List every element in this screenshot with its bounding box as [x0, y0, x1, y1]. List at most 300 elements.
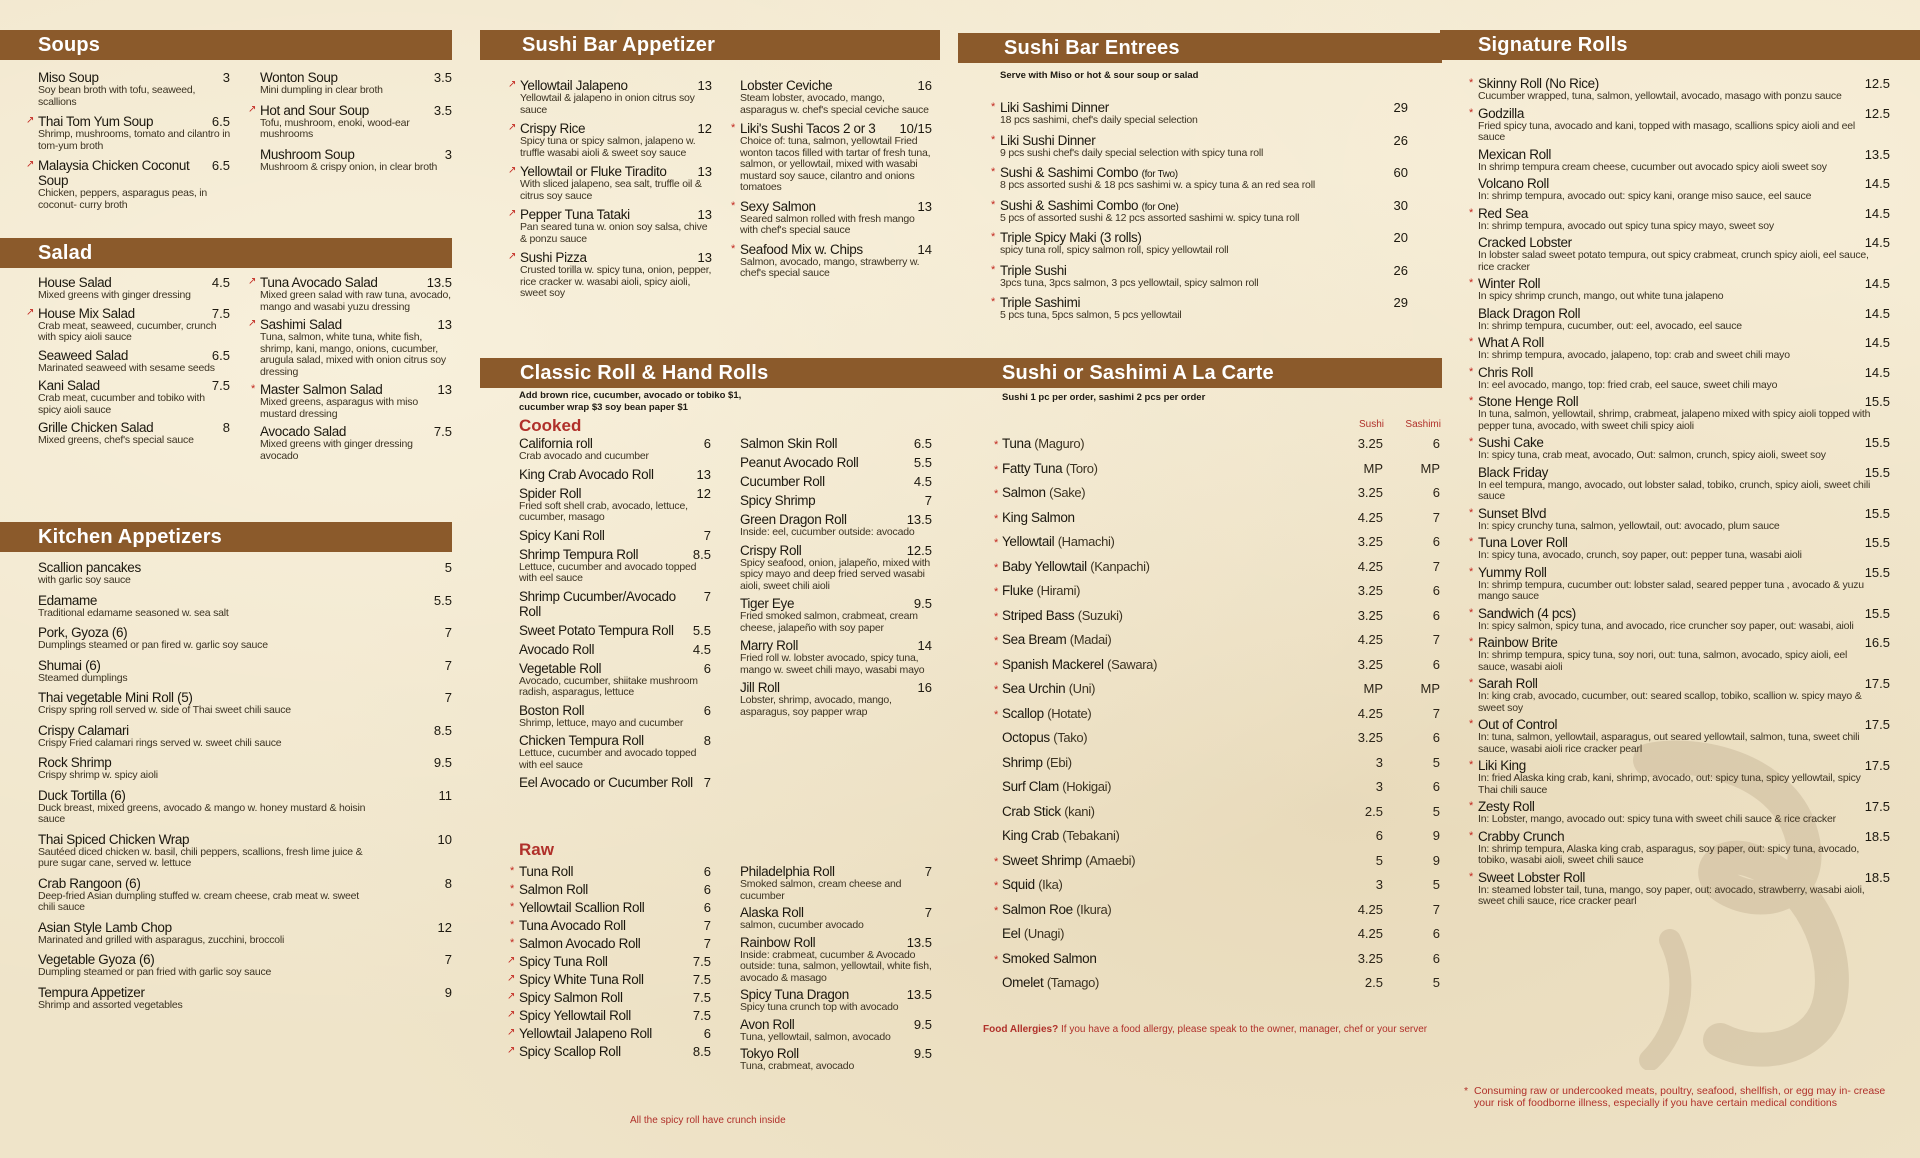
item-name: Liki Sushi Dinner — [1000, 132, 1096, 148]
star-icon: * — [1469, 677, 1474, 689]
star-icon: * — [1469, 206, 1474, 219]
item-name: Sushi & Sashimi Combo (for One) — [1000, 197, 1179, 213]
item-row — [38, 593, 452, 608]
menu-item — [740, 864, 932, 902]
item-row — [1000, 100, 1408, 115]
entrees-list — [991, 100, 1408, 328]
menu-item — [519, 467, 711, 482]
item-description: salmon, cucumber avocado — [740, 919, 864, 931]
item-description: spicy tuna roll, spicy salmon roll, spicy yellowtail roll — [1000, 244, 1229, 256]
menu-item — [740, 543, 932, 593]
item-price: 26 — [1393, 132, 1408, 148]
item-price: 18.5 — [1864, 828, 1890, 844]
menu-item — [38, 420, 230, 447]
item-name: Avocado Salad — [260, 424, 347, 439]
item-row — [740, 512, 932, 527]
menu-item — [991, 165, 1408, 192]
star-icon: * — [1469, 636, 1474, 648]
sushi-price: 4.25 — [1357, 926, 1383, 941]
item-price: 6 — [703, 660, 711, 676]
item-price: 13.5 — [426, 275, 452, 290]
item-price: 15.5 — [1864, 605, 1890, 621]
item-row — [260, 424, 452, 439]
item-row — [519, 547, 711, 562]
item-price: 7.5 — [211, 378, 230, 393]
raw-left-list — [507, 864, 711, 1062]
item-name: House Mix Salad — [38, 305, 135, 321]
item-row — [740, 474, 932, 489]
item-row — [1478, 365, 1890, 380]
alacarte-row — [994, 607, 1442, 633]
item-name: Miso Soup — [38, 70, 99, 85]
item-name: Out of Control — [1478, 717, 1558, 732]
item-name: Triple Sashimi — [1000, 295, 1081, 310]
sushi-price: 3.25 — [1357, 730, 1383, 745]
alacarte-name: King Crab — [1002, 828, 1059, 843]
star-icon: * — [991, 198, 996, 211]
item-row — [519, 1026, 711, 1041]
item-price: 13.5 — [906, 934, 932, 950]
menu-item — [508, 250, 712, 300]
item-row — [38, 378, 230, 393]
item-description: Tuna, crabmeat, avocado — [740, 1060, 855, 1072]
item-description: Lettuce, cucumber and avocado topped with eel sauce — [519, 560, 697, 584]
item-description: In: shrimp tempura, Alaska king crab, asparagus, soy paper, out: spicy tuna, avocado, tobiko, wasabi aioli, sweet chili sauce — [1478, 842, 1860, 866]
item-row — [38, 70, 230, 85]
menu-item — [1469, 605, 1890, 633]
item-name: Grille Chicken Salad — [38, 420, 154, 435]
item-name: Stone Henge Roll — [1478, 394, 1579, 409]
item-price: 13 — [437, 317, 452, 332]
item-description: Crispy shrimp w. spicy aioli — [38, 769, 158, 781]
item-description: In eel tempura, mango, avocado, out lobster salad, tobiko, crunch, spicy aioli, sweet chili sauce — [1478, 478, 1871, 502]
item-price: 14.5 — [1864, 176, 1890, 191]
item-price: 14.5 — [1864, 276, 1890, 291]
sushi-price: 6 — [1375, 828, 1383, 843]
menu-item — [26, 158, 230, 211]
alacarte-item-name — [1002, 779, 1317, 794]
item-price: 13.5 — [906, 987, 932, 1002]
alacarte-title: Sushi or Sashimi A La Carte — [1002, 362, 1274, 384]
item-name: Tokyo Roll — [740, 1046, 799, 1061]
item-price: 6.5 — [211, 158, 230, 173]
star-icon: * — [1469, 336, 1474, 348]
salad-title: Salad — [38, 242, 93, 264]
item-price: 7 — [703, 775, 711, 790]
item-name: Thai Tom Yum Soup — [38, 114, 154, 129]
item-name: Yellowtail Jalapeno Roll — [519, 1026, 652, 1041]
alacarte-row — [994, 950, 1442, 976]
alacarte-sub: Sushi 1 pc per order, sashimi 2 pcs per order — [1002, 392, 1206, 403]
item-name: Thai Spiced Chicken Wrap — [38, 831, 190, 847]
sushi-price: 2.5 — [1364, 975, 1383, 990]
item-row — [1000, 133, 1408, 148]
item-price: 12 — [437, 919, 452, 935]
menu-item — [38, 658, 452, 685]
item-price: 4.5 — [913, 474, 932, 489]
item-name: Chris Roll — [1478, 364, 1534, 380]
menu-item — [740, 474, 932, 489]
star-icon: * — [991, 231, 996, 243]
item-row — [740, 78, 932, 93]
menu-item — [1469, 676, 1890, 714]
sushi-price: 5 — [1375, 852, 1383, 868]
item-description: Mixed green salad with raw tuna, avocado, mango and wasabi yuzu dressing — [260, 289, 451, 313]
sushi-price: 4.25 — [1357, 901, 1383, 917]
menu-item — [519, 623, 711, 638]
item-row — [519, 486, 711, 501]
item-description: In: shrimp tempura, cucumber out: lobster salad, seared pepper tuna , avocado & yuzu mango sauce — [1478, 578, 1864, 602]
alacarte-name: Scallop — [1002, 705, 1044, 721]
item-price: 8 — [444, 875, 452, 891]
item-name: Duck Tortilla (6) — [38, 787, 126, 803]
item-name: Chicken Tempura Roll — [519, 733, 644, 748]
menu-item — [260, 424, 452, 462]
pepper-icon: ↗ — [507, 1027, 516, 1038]
menu-item — [508, 207, 712, 245]
alacarte-name: Yellowtail — [1002, 534, 1055, 549]
item-description: Soy bean broth with tofu, seaweed, scallions — [38, 84, 196, 108]
alacarte-name: Baby Yellowtail — [1002, 558, 1087, 574]
sashimi-price: 6 — [1432, 950, 1440, 966]
menu-item — [1478, 306, 1890, 333]
menu-item — [1469, 335, 1890, 362]
item-row — [1000, 263, 1408, 278]
alacarte-japanese-name: (Unagi) — [1023, 926, 1065, 941]
star-icon: * — [994, 635, 999, 647]
alacarte-japanese-name: (Maguro) — [1034, 436, 1085, 451]
menu-item — [740, 905, 932, 932]
menu-item — [507, 1026, 711, 1041]
item-price: 13 — [697, 207, 712, 222]
item-description: In shrimp tempura cream cheese, cucumber out avocado spicy aioli sweet soy — [1478, 160, 1827, 173]
item-row — [38, 755, 452, 770]
star-icon: * — [1469, 606, 1474, 619]
item-row — [519, 990, 711, 1005]
item-description: In: shrimp tempura, avocado out: spicy kani, orange miso sauce, eel sauce — [1478, 190, 1812, 202]
alacarte-row — [1002, 804, 1442, 829]
alacarte-row — [994, 656, 1442, 682]
item-name: Shumai (6) — [38, 657, 101, 673]
item-name: What A Roll — [1478, 335, 1544, 350]
alacarte-japanese-name: (Uni) — [1068, 681, 1096, 696]
item-price: 30 — [1393, 197, 1408, 213]
menu-item — [519, 436, 711, 463]
item-price: 6 — [703, 436, 711, 451]
menu-item — [248, 317, 452, 378]
alacarte-japanese-name: (kani) — [1064, 803, 1095, 819]
item-description: 18 pcs sashimi, chef's daily special selection — [1000, 114, 1198, 126]
pepper-icon: ↗ — [508, 122, 517, 133]
item-description: Fried spicy tuna, avocado and kani, topped with masago, scallions spicy aioli and eel sauce — [1478, 119, 1855, 143]
star-icon: * — [1464, 1085, 1469, 1097]
item-price: 7 — [444, 690, 452, 705]
alacarte-item-name — [1002, 485, 1317, 500]
alacarte-item-name — [1002, 632, 1317, 647]
item-price: 12 — [697, 121, 712, 136]
item-row — [740, 199, 932, 214]
entrees-banner — [958, 33, 1442, 63]
item-row — [519, 642, 711, 657]
menu-item — [248, 102, 452, 141]
item-description: Fried roll w. lobster avocado, spicy tuna, mango w. sweet chili mayo, wasabi mayo — [740, 652, 925, 676]
item-row — [38, 114, 230, 129]
item-price: 8 — [703, 733, 711, 748]
item-name: Crispy Rice — [520, 121, 586, 136]
classic-sub: Add brown rice, cucumber, avocado or tobiko $1, cucumber wrap $3 soy bean paper $1 — [519, 390, 742, 413]
item-description: Cucumber wrapped, tuna, salmon, yellowtail, avocado, masago with ponzu sauce — [1478, 90, 1842, 102]
item-row — [38, 420, 230, 435]
item-name: Jill Roll — [740, 680, 780, 695]
item-row — [38, 690, 452, 705]
sashimi-price: 6 — [1432, 534, 1440, 549]
alacarte-list — [994, 436, 1442, 1000]
item-price: 3 — [444, 146, 452, 162]
cooked-left-list — [519, 436, 711, 794]
star-icon: * — [510, 919, 515, 931]
item-price: 15.5 — [1864, 535, 1890, 550]
menu-item — [740, 1046, 932, 1073]
star-icon: * — [1469, 106, 1474, 119]
item-name: Boston Roll — [519, 702, 585, 718]
item-row — [519, 661, 711, 676]
menu-item — [1469, 394, 1890, 432]
item-name: Kani Salad — [38, 378, 100, 393]
item-price: 16.5 — [1864, 635, 1890, 650]
item-price: 7 — [444, 952, 452, 967]
item-row — [1478, 147, 1890, 162]
sashimi-price: MP — [1420, 460, 1440, 476]
star-icon: * — [731, 242, 736, 255]
star-icon: * — [1469, 77, 1474, 89]
item-description: In: eel avocado, mango, top: fried crab, eel sauce, sweet chili mayo — [1478, 378, 1778, 391]
item-description: In: shrimp tempura, avocado, jalapeno, top: crab and sweet chili mayo — [1478, 349, 1790, 361]
alacarte-row — [994, 901, 1442, 927]
item-description: Seared salmon rolled with fresh mango with chef's special sauce — [740, 212, 915, 236]
item-name: Tiger Eye — [740, 596, 795, 611]
item-row — [260, 317, 452, 332]
item-row — [740, 121, 932, 136]
menu-item — [510, 918, 711, 933]
alacarte-item-name — [1002, 608, 1317, 623]
item-row — [1478, 76, 1890, 91]
item-name: Sexy Salmon — [740, 198, 816, 214]
item-row — [260, 147, 452, 162]
sashimi-price: 9 — [1432, 852, 1440, 868]
menu-item — [507, 972, 711, 987]
item-row — [740, 680, 932, 695]
pepper-icon: ↗ — [26, 115, 35, 126]
menu-item — [38, 690, 452, 717]
menu-item — [740, 638, 932, 676]
sashimi-price: 7 — [1432, 632, 1440, 647]
pepper-icon: ↗ — [26, 159, 35, 170]
alacarte-name: Striped Bass — [1002, 607, 1075, 623]
star-icon: * — [994, 561, 999, 574]
item-price: 7.5 — [692, 1008, 711, 1023]
item-price: 29 — [1393, 100, 1408, 115]
item-row — [38, 306, 230, 321]
menu-item — [519, 547, 711, 585]
item-name: Spicy Scallop Roll — [519, 1044, 621, 1059]
item-row — [1478, 565, 1890, 580]
item-name: Pepper Tuna Tataki — [520, 207, 630, 222]
item-name: Yellowtail or Fluke Tiradito — [520, 164, 667, 179]
spicy-note: All the spicy roll have crunch inside — [630, 1115, 786, 1126]
alacarte-item-name — [1002, 510, 1317, 525]
item-row — [1478, 276, 1890, 291]
item-row — [520, 121, 712, 136]
item-price: 4.5 — [211, 275, 230, 290]
menu-item — [251, 382, 452, 420]
item-name: Seafood Mix w. Chips — [740, 241, 863, 257]
star-icon: * — [991, 133, 996, 146]
sashimi-price: 7 — [1432, 901, 1440, 917]
sushi-price: 3.25 — [1357, 583, 1383, 598]
menu-item — [38, 378, 230, 416]
alacarte-name: Tuna — [1002, 436, 1031, 451]
allergy-text: If you have a food allergy, please speak to the owner, manager, chef or your server — [1058, 1024, 1428, 1035]
item-name: Black Dragon Roll — [1478, 305, 1581, 321]
star-icon: * — [994, 488, 999, 500]
star-icon: * — [510, 937, 515, 949]
star-icon: * — [1469, 506, 1474, 519]
sashimi-price: 7 — [1432, 509, 1440, 525]
pepper-icon: ↗ — [508, 208, 517, 219]
alacarte-name: Fatty Tuna — [1002, 460, 1063, 476]
item-name: California roll — [519, 436, 593, 451]
alacarte-item-name — [1002, 951, 1317, 966]
item-price: 12.5 — [1864, 105, 1890, 121]
sashimi-price: 5 — [1432, 877, 1440, 892]
item-description: Mixed greens, asparagus with miso mustard dressing — [260, 396, 418, 420]
item-description: With sliced jalapeno, sea salt, truffle oil & citrus soy sauce — [520, 178, 702, 202]
item-name: Sunset Blvd — [1478, 505, 1547, 521]
item-row — [740, 493, 932, 508]
entrees-sub: Serve with Miso or hot & sour soup or salad — [1000, 70, 1199, 81]
item-price: 9 — [444, 984, 452, 1000]
item-name: Vegetable Gyoza (6) — [38, 952, 155, 967]
item-row — [740, 543, 932, 558]
item-price: 12.5 — [906, 542, 932, 558]
item-description: In lobster salad sweet potato tempura, out spicy crabmeat, crunch spicy aioli, eel sauce, rice cracker — [1478, 249, 1869, 273]
item-price: 5.5 — [692, 622, 711, 638]
item-row — [1478, 717, 1890, 732]
alacarte-row — [1002, 730, 1442, 755]
item-name: Triple Spicy Maki (3 rolls) — [1000, 230, 1142, 245]
item-price: 11 — [438, 787, 452, 803]
salad-left-list — [26, 275, 230, 451]
alacarte-item-name — [1002, 730, 1317, 745]
item-name: Master Salmon Salad — [260, 382, 383, 397]
item-description: Mixed greens with ginger dressing avocado — [260, 438, 413, 462]
pepper-icon: ↗ — [507, 1045, 516, 1056]
item-name: Shrimp Cucumber/Avocado Roll — [519, 588, 676, 619]
item-description: In: fried Alaska king crab, kani, shrimp, avocado, out: spicy tuna, spicy yellowtail, spicy Thai chili sauce — [1478, 772, 1861, 796]
star-icon: * — [994, 880, 999, 892]
item-name: Zesty Roll — [1478, 799, 1535, 814]
item-name: Tuna Avocado Salad — [260, 275, 378, 290]
item-price: 5 — [444, 560, 452, 575]
menu-item — [740, 78, 932, 116]
menu-item — [508, 121, 712, 159]
item-price: 8.5 — [692, 546, 711, 562]
item-extra: (for One) — [1141, 201, 1179, 213]
sashimi-price: 6 — [1432, 485, 1440, 500]
star-icon: * — [1469, 800, 1474, 812]
item-description: Duck breast, mixed greens, avocado & mango w. honey mustard & hoisin sauce — [38, 801, 366, 825]
star-icon: * — [994, 684, 999, 696]
menu-item — [1469, 564, 1890, 603]
alacarte-japanese-name: (Madai) — [1069, 632, 1112, 647]
menu-item — [26, 114, 230, 152]
menu-item — [740, 493, 932, 508]
menu-item — [1478, 235, 1890, 273]
item-price: 14 — [917, 241, 932, 257]
item-price: 6 — [703, 702, 711, 718]
item-description: Mushroom & crispy onion, in clear broth — [260, 160, 438, 173]
item-description: Lettuce, cucumber and avocado topped with eel sauce — [519, 747, 697, 771]
alacarte-japanese-name: (Hamachi) — [1057, 534, 1115, 549]
item-row — [519, 467, 711, 482]
sushi-app-left-list — [508, 78, 712, 305]
sushi-price: 3.25 — [1357, 607, 1383, 623]
cooked-label: Cooked — [519, 416, 582, 435]
item-description: Marinated and grilled with asparagus, zucchini, broccoli — [38, 933, 285, 946]
item-price: 14.5 — [1864, 335, 1890, 350]
consumer-note — [1464, 1085, 1894, 1109]
item-description: Salmon, avocado, mango, strawberry w. chef's special sauce — [740, 255, 920, 279]
pepper-icon: ↗ — [508, 165, 517, 176]
item-row — [38, 788, 452, 803]
sushi-price: 3 — [1375, 877, 1383, 892]
item-description: In: spicy crunchy tuna, salmon, yellowtail, out: avocado, plum sauce — [1478, 519, 1780, 532]
alacarte-item-name — [1002, 534, 1317, 549]
item-description: In: tuna, salmon, yellowtail, asparagus, out seared yellowtail, salmon, tuna, sweet chili sauce, wasabi aioli rice cracker pearl — [1478, 731, 1860, 755]
sashimi-price: 6 — [1432, 779, 1440, 794]
alacarte-row — [994, 681, 1442, 706]
item-price: 7 — [924, 864, 932, 879]
item-description: 3pcs tuna, 3pcs salmon, 3 pcs yellowtail, spicy salmon roll — [1000, 276, 1259, 289]
item-price: 14.5 — [1864, 305, 1890, 321]
signature-banner — [1440, 30, 1920, 60]
item-description: In: king crab, avocado, cucumber, out: seared scallop, tobiko, scallion w. spicy mayo & sweet soy — [1478, 690, 1862, 714]
item-description: Marinated seaweed with sesame seeds — [38, 361, 215, 374]
item-name: Pork, Gyoza (6) — [38, 625, 128, 640]
item-name: Spicy Yellowtail Roll — [519, 1008, 631, 1023]
item-description: 8 pcs assorted sushi & 18 pcs sashimi w. a spicy tuna & an red sea roll — [1000, 179, 1315, 191]
item-name: Yellowtail Scallion Roll — [519, 900, 645, 915]
item-name: Cucumber Roll — [740, 474, 825, 489]
item-description: Yellowtail & jalapeno in onion citrus soy sauce — [520, 92, 695, 116]
star-icon: * — [994, 708, 999, 721]
menu-item — [508, 78, 712, 116]
item-price: 13 — [696, 466, 711, 482]
item-name: Sushi & Sashimi Combo (for Two) — [1000, 165, 1178, 180]
soups-right-list — [248, 70, 452, 179]
item-row — [1478, 394, 1890, 409]
alacarte-item-name — [1002, 902, 1317, 917]
item-row — [1478, 465, 1890, 480]
item-name: Scallion pancakes — [38, 560, 141, 575]
sashimi-price: 6 — [1432, 926, 1440, 941]
item-price: 13 — [697, 164, 712, 179]
item-description: Choice of: tuna, salmon, yellowtail Fried wonton tacos filled with tartar of fresh tuna, salmon, or yellowtail, mixed with wasabi mustard soy sauce, cilantro and onions tomatoes — [740, 135, 931, 193]
menu-item — [519, 661, 711, 699]
alacarte-name: Smoked Salmon — [1002, 950, 1097, 966]
item-description: Shrimp, mushrooms, tomato and cilantro in tom-yum broth — [38, 128, 230, 152]
item-description: Dumpling steamed or pan fried with garlic soy sauce — [38, 966, 272, 978]
